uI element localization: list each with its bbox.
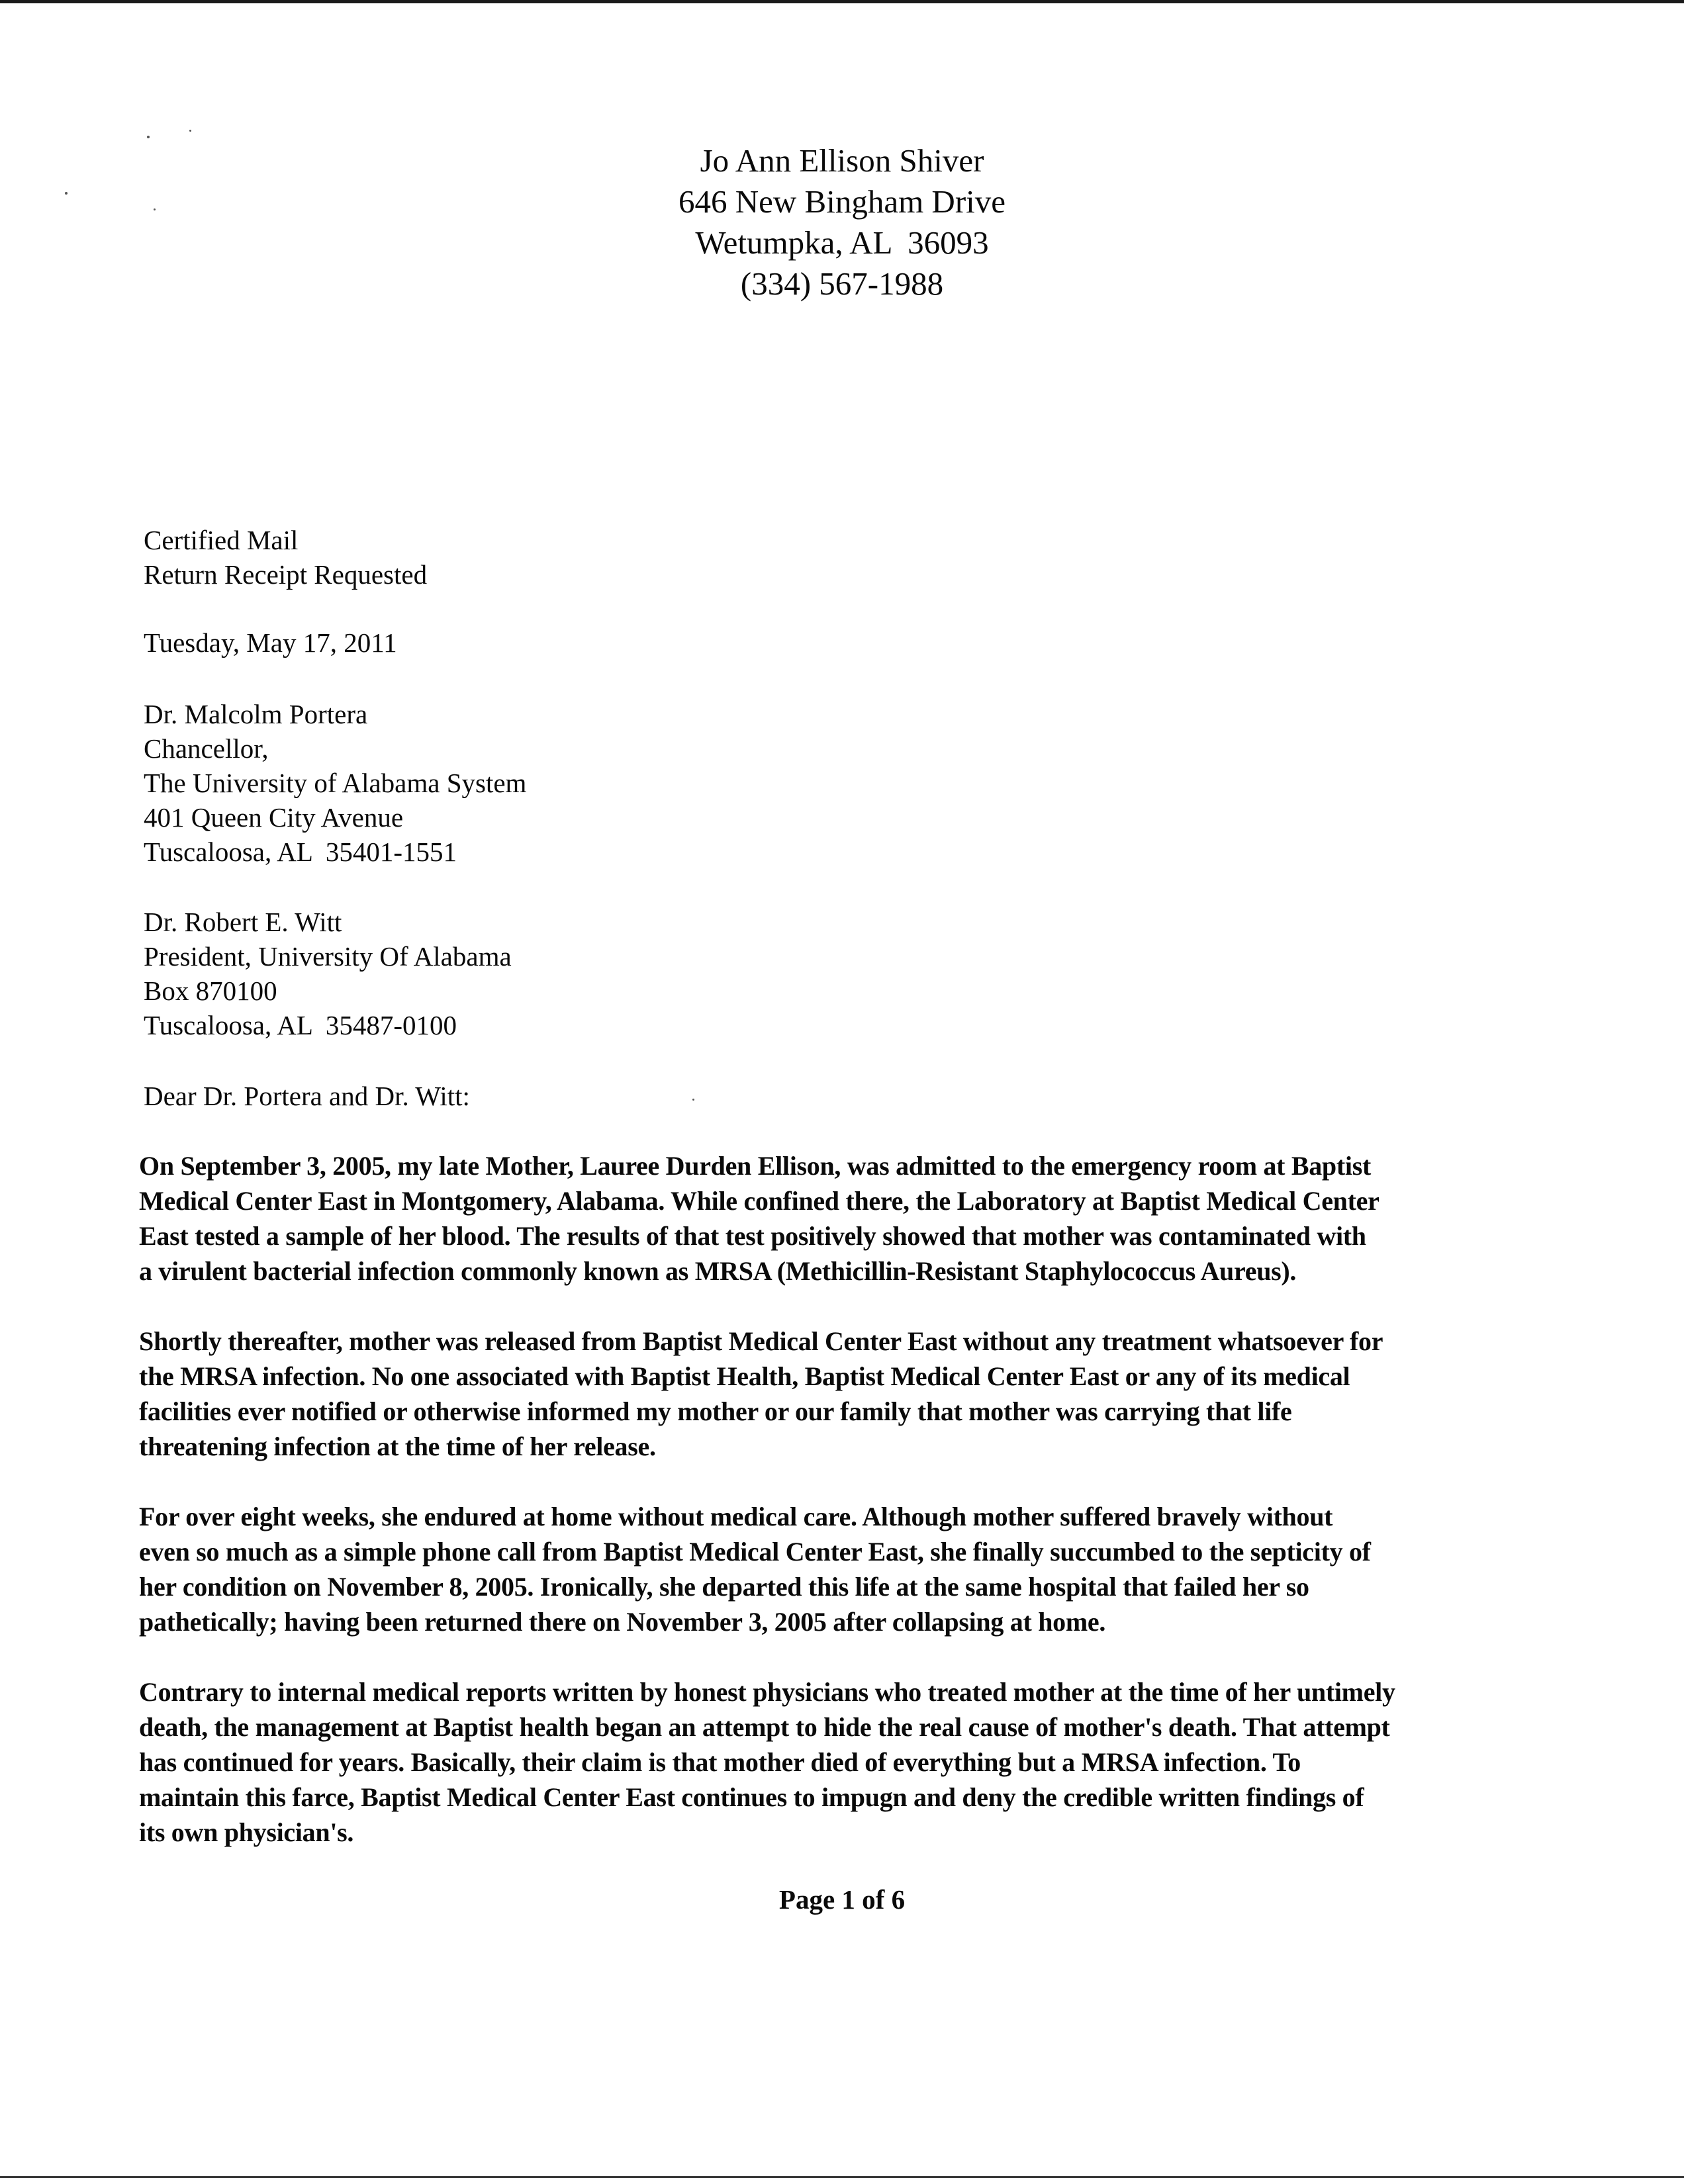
paragraph-line: facilities ever notified or otherwise informed my mother or our family that mother was carrying that life xyxy=(139,1396,1292,1426)
sender-name: Jo Ann Ellison Shiver xyxy=(700,142,984,179)
paragraph-line: pathetically; having been returned there on November 3, 2005 after collapsing at home. xyxy=(139,1607,1106,1637)
body-paragraph xyxy=(139,1674,1522,1850)
body-paragraph xyxy=(139,1148,1522,1289)
paragraph-line: Medical Center East in Montgomery, Alabama. While confined there, the Laboratory at Baptist Medical Center xyxy=(139,1186,1380,1216)
sender-city: Wetumpka, AL 36093 xyxy=(695,224,989,261)
recipient-title: Chancellor, xyxy=(144,733,269,764)
recipient-address xyxy=(144,697,1547,869)
page-number: Page 1 of 6 xyxy=(778,1884,906,1915)
salutation: Dear Dr. Portera and Dr. Witt: xyxy=(144,1081,470,1111)
mailing-notice xyxy=(144,523,1547,592)
recipient-title: President, University Of Alabama xyxy=(144,941,512,972)
recipient-box: Box 870100 xyxy=(144,976,277,1006)
paragraph-line: East tested a sample of her blood. The results of that test positively showed that mother was contaminated with xyxy=(139,1221,1366,1251)
recipient-street: 401 Queen City Avenue xyxy=(144,802,404,833)
paragraph-line: even so much as a simple phone call from Baptist Medical Center East, she finally succumbed to the septicity of xyxy=(139,1537,1371,1567)
recipient-name: Dr. Robert E. Witt xyxy=(144,907,342,937)
recipient-address xyxy=(144,905,1547,1042)
body-paragraph xyxy=(139,1324,1522,1464)
recipient-name: Dr. Malcolm Portera xyxy=(144,699,368,729)
mailing-line: Certified Mail xyxy=(144,525,299,555)
scan-speck xyxy=(189,130,191,132)
paragraph-line: threatening infection at the time of her release. xyxy=(139,1432,656,1461)
sender-street: 646 New Bingham Drive xyxy=(678,183,1006,220)
scan-speck xyxy=(147,136,150,138)
recipient-org: The University of Alabama System xyxy=(144,768,527,798)
paragraph-line: Shortly thereafter, mother was released from Baptist Medical Center East without any treatment whatsoever for xyxy=(139,1326,1383,1356)
letter-date: Tuesday, May 17, 2011 xyxy=(144,627,397,658)
paragraph-line: maintain this farce, Baptist Medical Center East continues to impugn and deny the credible written findings of xyxy=(139,1782,1364,1812)
sender-letterhead xyxy=(0,140,1684,304)
scan-edge-top xyxy=(0,0,1684,3)
paragraph-line: a virulent bacterial infection commonly known as MRSA (Methicillin-Resistant Staphylococcus Aureus). xyxy=(139,1256,1297,1286)
scan-edge-bottom xyxy=(0,2176,1684,2178)
recipient-city: Tuscaloosa, AL 35487-0100 xyxy=(144,1010,457,1040)
paragraph-line: her condition on November 8, 2005. Ironically, she departed this life at the same hospital that failed her so xyxy=(139,1572,1309,1602)
recipient-city: Tuscaloosa, AL 35401-1551 xyxy=(144,837,457,867)
sender-phone: (334) 567-1988 xyxy=(740,265,944,302)
mailing-line: Return Receipt Requested xyxy=(144,559,428,590)
paragraph-line: Contrary to internal medical reports written by honest physicians who treated mother at the time of her untimely xyxy=(139,1677,1395,1707)
body-paragraph xyxy=(139,1499,1522,1639)
paragraph-line: On September 3, 2005, my late Mother, Lauree Durden Ellison, was admitted to the emergency room at Baptist xyxy=(139,1151,1371,1181)
paragraph-line: death, the management at Baptist health began an attempt to hide the real cause of mother's death. That attempt xyxy=(139,1712,1390,1742)
paragraph-line: For over eight weeks, she endured at home without medical care. Although mother suffered bravely without xyxy=(139,1502,1333,1531)
paragraph-line: has continued for years. Basically, their claim is that mother died of everything but a MRSA infection. To xyxy=(139,1747,1301,1777)
paragraph-line: the MRSA infection. No one associated with Baptist Health, Baptist Medical Center East or any of its medical xyxy=(139,1361,1350,1391)
paragraph-line: its own physician's. xyxy=(139,1817,354,1847)
